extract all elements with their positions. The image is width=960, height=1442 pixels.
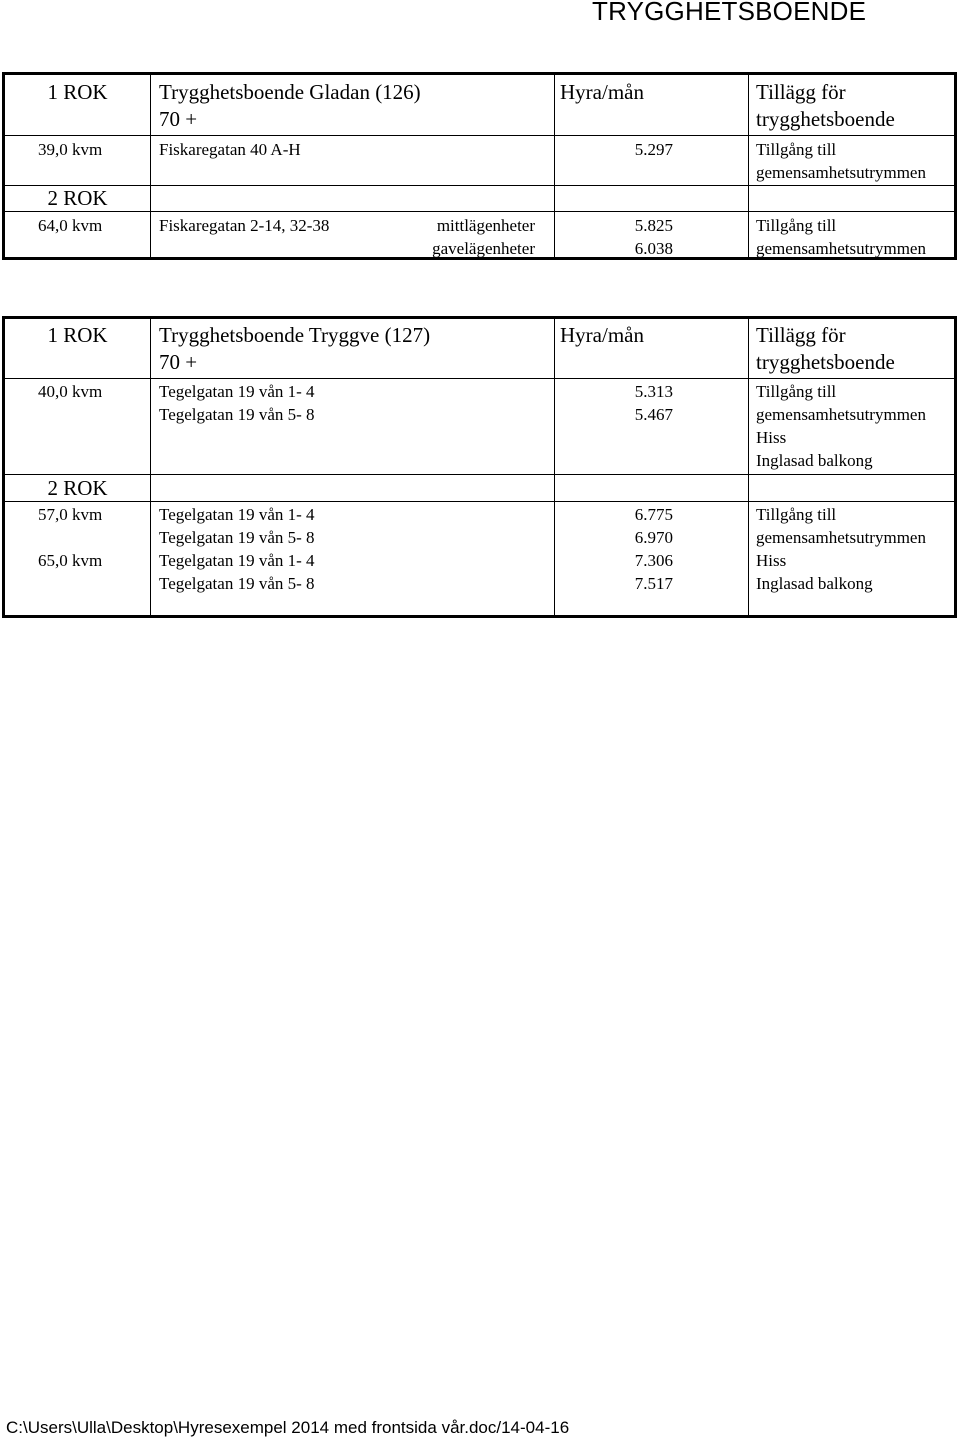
extra-header-line2: trygghetsboende bbox=[756, 350, 895, 374]
extra-header-line1: Tillägg för bbox=[756, 80, 846, 104]
rent-value: 5.297 bbox=[634, 140, 673, 159]
rent-value: 7.517 bbox=[634, 574, 673, 593]
apartment-type: gavelägenheter bbox=[432, 239, 535, 258]
rent-value: 5.313 bbox=[634, 382, 673, 401]
extra-line: Inglasad balkong bbox=[756, 574, 873, 593]
address: Tegelgatan 19 vån 1- 4 bbox=[159, 382, 315, 401]
extra-line: Inglasad balkong bbox=[756, 451, 873, 470]
apartment-size: 39,0 kvm bbox=[38, 140, 103, 159]
address: Fiskaregatan 40 A-H bbox=[159, 140, 301, 159]
page-title: TRYGGHETSBOENDE bbox=[592, 0, 867, 26]
extra-line: gemensamhetsutrymmen bbox=[756, 528, 926, 547]
address: Tegelgatan 19 vån 1- 4 bbox=[159, 551, 315, 570]
rent-value: 5.467 bbox=[634, 405, 673, 424]
apartment-type: mittlägenheter bbox=[436, 216, 535, 235]
extra-line: Hiss bbox=[756, 428, 787, 447]
extra-line1: Tillgång till bbox=[756, 216, 837, 235]
address: Tegelgatan 19 vån 5- 8 bbox=[159, 574, 315, 593]
rent-value: 6.775 bbox=[634, 505, 673, 524]
tryggve-table bbox=[2, 316, 957, 618]
complex-name: Trygghetsboende Gladan (126) bbox=[159, 80, 421, 104]
rok-label: 2 ROK bbox=[47, 186, 108, 210]
rent-value: 5.825 bbox=[634, 216, 673, 235]
apartment-size: 64,0 kvm bbox=[38, 216, 103, 235]
rent-header: Hyra/mån bbox=[560, 323, 644, 347]
address: Tegelgatan 19 vån 5- 8 bbox=[159, 405, 315, 424]
rent-value: 6.970 bbox=[634, 528, 673, 547]
rok-label: 2 ROK bbox=[47, 476, 108, 500]
gladan-table bbox=[2, 72, 957, 260]
extra-line: Hiss bbox=[756, 551, 787, 570]
rent-header: Hyra/mån bbox=[560, 80, 644, 104]
apartment-size: 65,0 kvm bbox=[38, 551, 103, 570]
age-requirement: 70 + bbox=[159, 107, 198, 131]
extra-line: Tillgång till bbox=[756, 505, 837, 524]
address: Fiskaregatan 2-14, 32-38 bbox=[159, 216, 330, 235]
rok-label: 1 ROK bbox=[47, 323, 108, 347]
address: Tegelgatan 19 vån 5- 8 bbox=[159, 528, 315, 547]
file-path-footer: C:\Users\Ulla\Desktop\Hyresexempel 2014 med frontsida vår.doc/14-04-16 bbox=[6, 1418, 570, 1437]
address: Tegelgatan 19 vån 1- 4 bbox=[159, 505, 315, 524]
complex-name: Trygghetsboende Tryggve (127) bbox=[159, 323, 431, 347]
extra-header-line2: trygghetsboende bbox=[756, 107, 895, 131]
age-requirement: 70 + bbox=[159, 350, 198, 374]
rent-value: 7.306 bbox=[634, 551, 673, 570]
extra-line: Tillgång till bbox=[756, 382, 837, 401]
extra-line2: gemensamhetsutrymmen bbox=[756, 239, 926, 258]
extra-line2: gemensamhetsutrymmen bbox=[756, 163, 926, 182]
apartment-size: 57,0 kvm bbox=[38, 505, 103, 524]
extra-line: gemensamhetsutrymmen bbox=[756, 405, 926, 424]
rent-value: 6.038 bbox=[634, 239, 673, 258]
apartment-size: 40,0 kvm bbox=[38, 382, 103, 401]
extra-header-line1: Tillägg för bbox=[756, 323, 846, 347]
rok-label: 1 ROK bbox=[47, 80, 108, 104]
extra-line1: Tillgång till bbox=[756, 140, 837, 159]
